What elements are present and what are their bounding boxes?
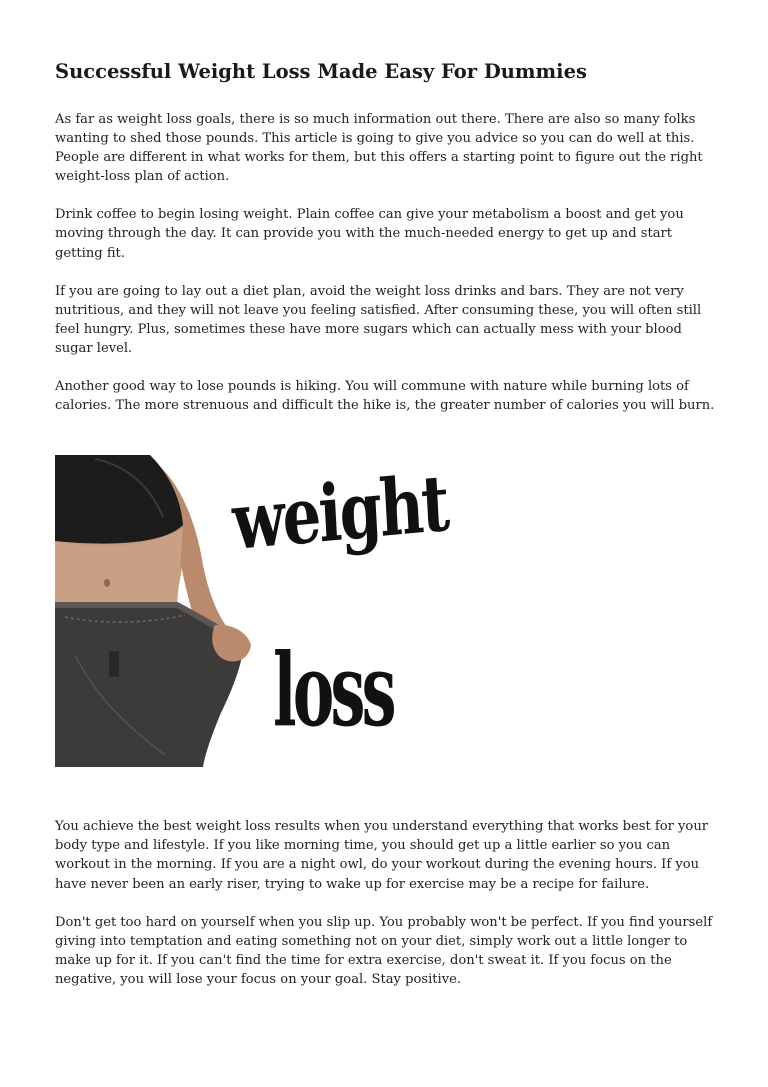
paragraph-lifestyle: You achieve the best weight loss results when you understand everything that works best for your body type and lifestyle. If you like morning time, you should get up a little earlier so you can workout in the morning. If you are a night owl, do your workout during the evening hours. If you have never been an early riser, trying to wake up for exercise may be a recipe for failure. <box>55 819 709 892</box>
paragraph-stay-positive: Don't get too hard on yourself when you slip up. You probably won't be perfect. If you find yourself giving into temptation and eating something not on your diet, simply work out a little longer to make up for it. If you can't find the time for extra exercise, don't sweat it. If you focus on the negative, you will lose your focus on your goal. Stay positive. <box>55 914 713 987</box>
article-title: Successful Weight Loss Made Easy For Dummies <box>55 60 587 83</box>
paragraph-hiking: Another good way to lose pounds is hiking. You will commune with nature while burning lots of calories. The more strenuous and difficult the hike is, the greater number of calories you will burn. <box>55 379 715 414</box>
headline-word-loss: loss <box>273 631 393 750</box>
paragraph-coffee: Drink coffee to begin losing weight. Plain coffee can give your metabolism a boost and get you moving through the day. It can provide you with the much-needed energy to get up and start getting fit. <box>55 207 684 261</box>
woman-torso-image <box>55 455 255 767</box>
headline-word-weight: weight <box>230 458 450 569</box>
paragraph-diet-plan: If you are going to lay out a diet plan, avoid the weight loss drinks and bars. They are not very nutritious, and they will not leave you feeling satisfied. After consuming these, you will often still feel hungry. Plus, sometimes these have more sugars which can actually mess with your blood sugar level. <box>55 283 702 356</box>
paragraph-intro: As far as weight loss goals, there is so much information out there. There are also so many folks wanting to shed those pounds. This article is going to give you advice so you can do well at this. People are different in what works for them, but this offers a starting point to figure out the right weight-loss plan of action. <box>55 112 703 185</box>
weight-loss-illustration <box>55 455 450 767</box>
document-page <box>55 58 715 1008</box>
